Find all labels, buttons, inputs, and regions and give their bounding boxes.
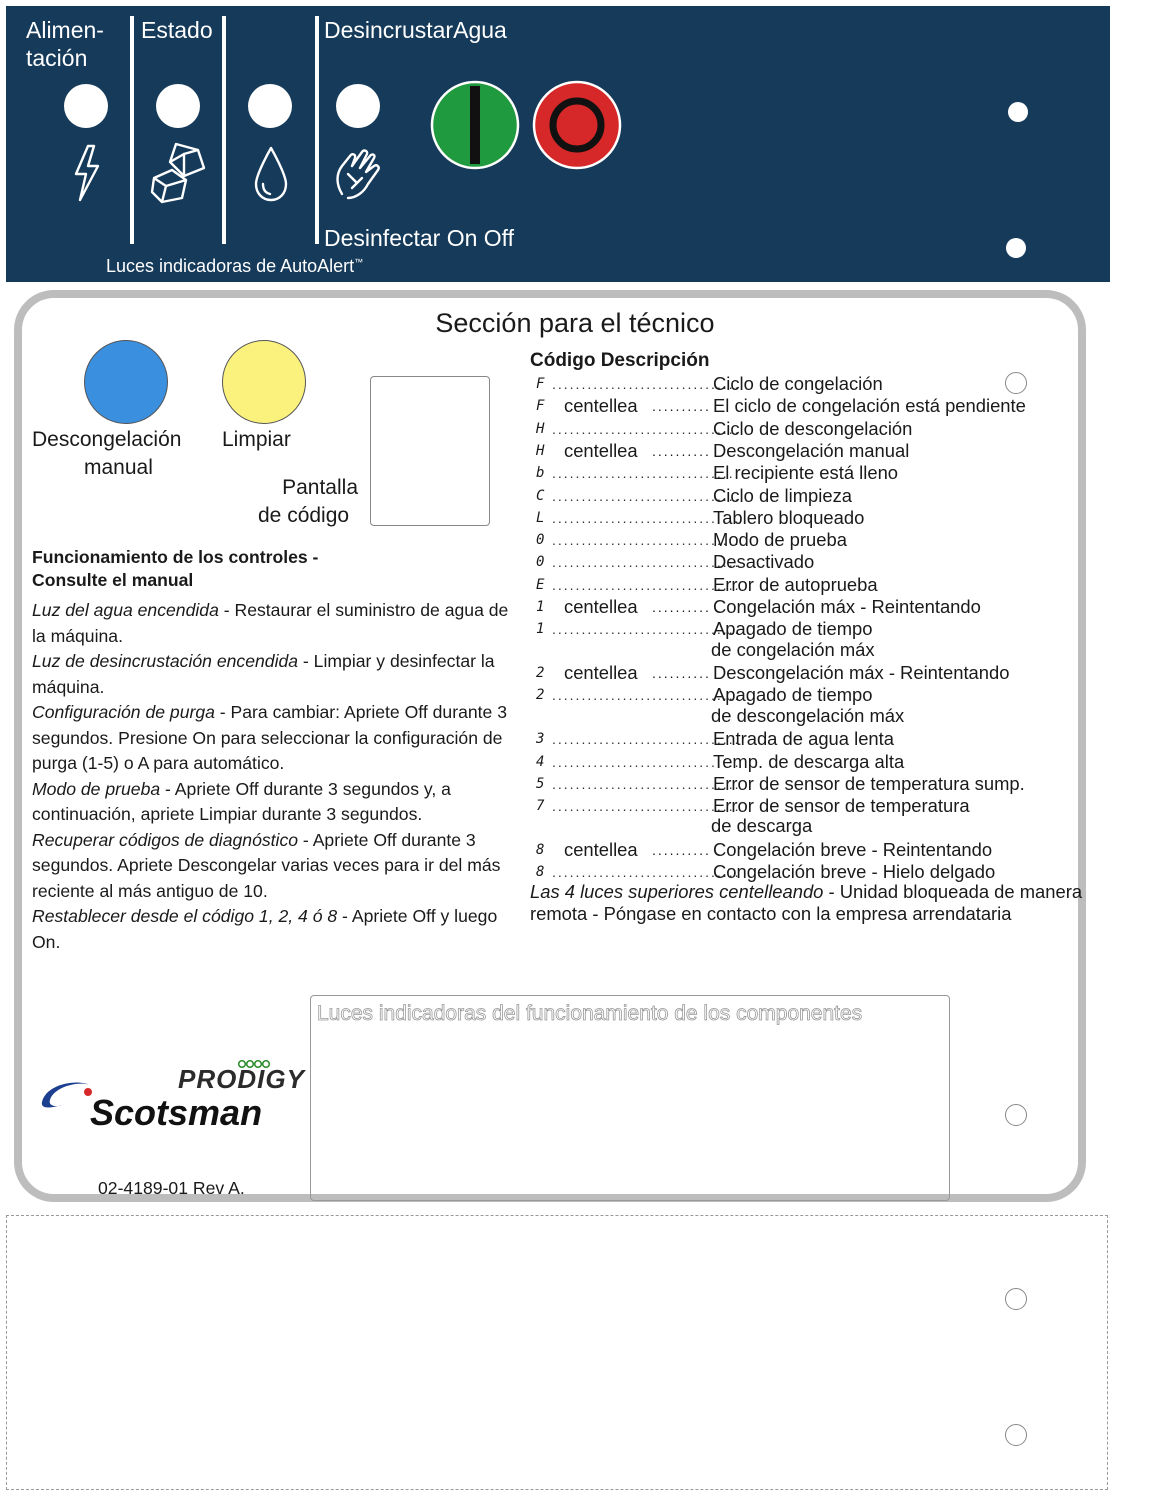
code-symbol: 4 (536, 753, 545, 770)
mounting-hole (1005, 1104, 1027, 1126)
code-symbol: H (536, 420, 545, 437)
code-symbol: 8 (536, 841, 545, 858)
leader-dots: .......... (652, 599, 711, 615)
code-symbol: 0 (536, 532, 545, 549)
code-description: El ciclo de congelación está pendiente (713, 395, 1026, 417)
sanitize-on-off-label: Desinfectar On Off (324, 225, 515, 251)
code-description: El recipiente está lleno (713, 462, 899, 484)
leader-dots: ................................ (552, 775, 741, 792)
control-item: Luz de desincrustación encendida - Limpiar y desinfectar la máquina. (32, 651, 495, 697)
code-symbol: 2 (536, 665, 545, 682)
manual-defrost-label-line2: manual (84, 456, 153, 479)
code-description: Desactivado (713, 551, 815, 573)
code-flash: centellea (564, 596, 638, 617)
desincrustar-agua-label: DesincrustarAgua (324, 17, 507, 43)
components-lights-label: Luces indicadoras del funcionamiento de los componentes (317, 1002, 863, 1025)
code-display-label: Pantalla (282, 476, 358, 499)
code-description: Congelación máx - Reintentando (713, 596, 981, 617)
leader-dots: .......... (652, 398, 711, 415)
code-description: Error de sensor de temperatura sump. (713, 772, 1025, 794)
leader-dots: .......... (652, 665, 711, 682)
code-symbol: 2 (536, 687, 545, 704)
leader-dots: .......... (652, 841, 711, 858)
divider (130, 16, 134, 244)
water-drop-icon (250, 144, 292, 204)
leader-dots: ................................ (552, 687, 741, 704)
on-button[interactable] (430, 80, 520, 170)
code-description: Ciclo de descongelación (713, 417, 913, 439)
codes-table (530, 0, 1090, 900)
code-symbol: b (536, 465, 545, 482)
part-number: 02-4189-01 Rev A. (98, 1178, 245, 1198)
code-flash: centellea (564, 395, 638, 417)
code-description: Congelación breve - Reintentando (713, 838, 993, 860)
status-light (156, 84, 200, 128)
divider (222, 16, 226, 244)
leader-dots: ................................ (552, 864, 741, 881)
manual-defrost-button[interactable] (84, 340, 168, 424)
code-symbol: 0 (536, 554, 545, 571)
code-symbol: C (536, 487, 545, 504)
divider (315, 16, 319, 244)
code-display-window (370, 376, 490, 526)
control-item: Restablecer desde el código 1, 2, 4 ó 8 - Apriete Off y luego On. (32, 906, 498, 952)
code-description: Apagado de tiempo (713, 684, 873, 706)
code-description-line2: de descarga (711, 815, 813, 837)
code-description: Ciclo de congelación (713, 373, 883, 394)
code-description: Ciclo de limpieza (713, 484, 853, 506)
code-description-line2: de descongelación máx (711, 704, 905, 726)
leader-dots: ................................ (552, 576, 741, 593)
code-description: Entrada de agua lenta (713, 728, 894, 750)
control-item: Configuración de purga - Para cambiar: Apriete Off durante 3 segundos. Presione On para seleccionar la configuración de purga (1-5) o A para automático. (32, 702, 507, 773)
control-item: Luz del agua encendida - Restaurar el suministro de agua de la máquina. (32, 600, 509, 646)
code-symbol: 8 (536, 864, 545, 881)
code-description: Error de autoprueba (713, 573, 878, 595)
code-symbol: F (536, 398, 545, 415)
code-description-line2: de congelación máx (711, 638, 875, 660)
code-symbol: 3 (536, 731, 545, 748)
leader-dots: ................................ (552, 487, 741, 504)
leader-dots: ................................ (552, 798, 741, 815)
leader-dots: ................................ (552, 465, 741, 482)
prodigy-wordmark: PRODIGY (178, 1064, 305, 1094)
code-flash: centellea (564, 662, 638, 684)
components-lights-box (310, 995, 950, 1201)
leader-dots: ................................ (552, 509, 741, 526)
alimentacion-label: Alimen- tación (26, 17, 104, 71)
water-light (248, 84, 292, 128)
code-flash: centellea (564, 838, 638, 860)
code-description: Congelación breve - Hielo delgado (713, 861, 996, 883)
leader-dots: ................................ (552, 731, 741, 748)
code-symbol: L (536, 509, 545, 526)
detachable-area (6, 1215, 1108, 1490)
autoalert-caption: Luces indicadoras de AutoAlert™ (106, 256, 364, 276)
code-description: Error de sensor de temperatura (713, 795, 970, 817)
codes-header: Código Descripción (530, 350, 710, 371)
code-description: Temp. de descarga alta (713, 750, 905, 772)
code-symbol: E (536, 576, 545, 593)
code-description: Apagado de tiempo (713, 618, 873, 640)
leader-dots: ................................ (552, 420, 741, 437)
control-item: Modo de prueba - Apriete Off durante 3 segundos y, a continuación, apriete Limpiar durante 3 segundos. (32, 778, 451, 824)
power-light (64, 84, 108, 128)
code-description: Descongelación manual (713, 439, 910, 461)
scotsman-wordmark: Scotsman (90, 1092, 263, 1133)
leader-dots: ................................ (552, 621, 741, 638)
brand-logo (38, 1056, 305, 1136)
ice-cubes-icon (146, 140, 212, 206)
code-description: Tablero bloqueado (713, 506, 865, 528)
control-item: Recuperar códigos de diagnóstico - Apriete Off durante 3 segundos. Apriete Descongelar varias veces para ir del más reciente al más antiguo de 10. (32, 829, 501, 901)
sanitize-hands-icon (332, 144, 386, 202)
controls-heading: Funcionamiento de los controles - Consulte el manual (32, 547, 319, 590)
leader-dots: ................................ (552, 554, 741, 571)
descale-light (336, 84, 380, 128)
code-symbol: 1 (536, 599, 545, 615)
scotsman-swoosh-icon (38, 1074, 98, 1110)
clean-label: Limpiar (222, 428, 291, 451)
remote-lock-note: Las 4 luces superiores centelleando - Unidad bloqueada de manera remota - Póngase en contacto con la empresa arrendataria (530, 881, 1083, 924)
code-symbol: F (536, 376, 545, 392)
leader-dots: ................................ (552, 532, 741, 549)
clean-button[interactable] (222, 340, 306, 424)
leader-dots: .......... (652, 442, 711, 459)
code-flash: centellea (564, 439, 638, 461)
lightning-icon (64, 142, 110, 204)
code-symbol: H (536, 442, 545, 459)
controls-list (32, 598, 522, 955)
code-symbol: 1 (536, 621, 545, 638)
manual-defrost-label: Descongelación (32, 428, 182, 451)
code-description: Descongelación máx - Reintentando (713, 662, 1010, 684)
leader-dots: ................................ (552, 753, 741, 770)
code-symbol: 7 (536, 798, 545, 815)
section-title: Sección para el técnico (435, 308, 715, 338)
leader-dots: ................................ (552, 376, 741, 392)
code-symbol: 5 (536, 775, 545, 792)
code-description: Modo de prueba (713, 529, 847, 551)
estado-label: Estado (141, 17, 213, 43)
code-display-label-line2: de código (258, 504, 350, 527)
mounting-hole (1005, 372, 1027, 394)
